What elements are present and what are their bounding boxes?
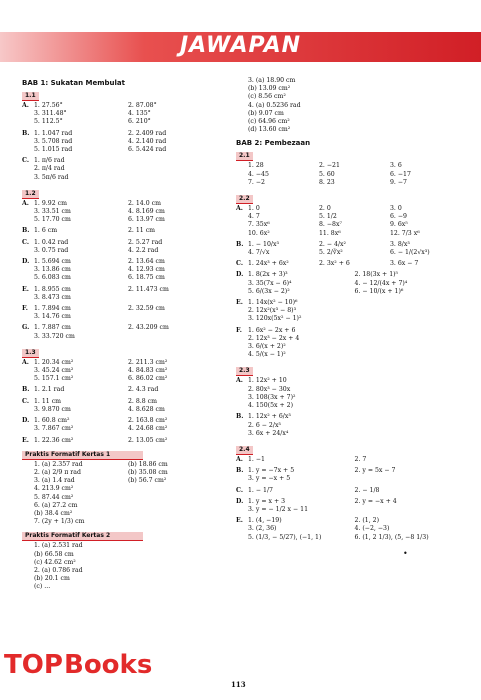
answer-item: 1. 9.92 cm bbox=[34, 199, 67, 207]
section-tag: 2.3 bbox=[236, 367, 253, 376]
answer-item: 10. 6x² bbox=[248, 229, 270, 237]
svg-text:TOP: TOP bbox=[4, 650, 63, 680]
answer-item: 3. (a) 18.90 cm bbox=[248, 77, 296, 84]
answer-item: 4. 7/√x bbox=[248, 249, 270, 257]
answer-item bbox=[128, 519, 222, 525]
answer-item: 2. 7 bbox=[354, 455, 367, 463]
group-label: F. bbox=[22, 305, 28, 313]
section-1-1 bbox=[22, 90, 222, 183]
section-2-4 bbox=[236, 444, 461, 543]
answer-item: 2. π/4 rad bbox=[34, 165, 65, 173]
group-label: C. bbox=[22, 238, 29, 246]
answer-item: 4. 2.140 rad bbox=[128, 137, 167, 145]
answer-item: 1. 1.047 rad bbox=[34, 129, 73, 137]
answer-item: 2. 80x³ − 30x bbox=[248, 385, 291, 393]
answer-item: (c) ... bbox=[34, 583, 51, 591]
answer-item bbox=[128, 314, 222, 320]
answer-item: 11. 8x⁶ bbox=[318, 229, 341, 237]
answer-item: 1. 6 cm bbox=[34, 227, 58, 235]
answer-item: 1. 27.56° bbox=[34, 102, 63, 109]
answer-item: 2. 5.27 rad bbox=[128, 238, 163, 246]
answer-item: 2. 32.59 cm bbox=[128, 305, 165, 313]
section-tag: Praktis Formatif Kertas 2 bbox=[22, 532, 143, 541]
answer-item: 4. 8.628 cm bbox=[128, 405, 165, 413]
answer-item: 4. 213.9 cm² bbox=[34, 485, 74, 493]
topbooks-logo-icon bbox=[2, 645, 157, 685]
answer-item: (b) 66.58 cm bbox=[34, 550, 74, 558]
group-label: D. bbox=[22, 258, 30, 266]
answer-item: 3. 6/(x + 2)² bbox=[248, 343, 286, 351]
answer-item: 4. 12.93 cm bbox=[128, 266, 165, 274]
answer-item bbox=[128, 334, 222, 340]
answer-item: 1. y = −7x + 5 bbox=[248, 467, 295, 475]
answer-item: 8. 23 bbox=[318, 178, 335, 186]
page-number: 113 bbox=[231, 680, 246, 689]
answer-item: 2. y = −x + 4 bbox=[354, 497, 397, 505]
answer-item: 4. 5/(x − 1)² bbox=[248, 351, 286, 359]
answer-item: 2. 12x³ − 2x + 4 bbox=[248, 334, 300, 342]
answer-item: 6. 86.02 cm² bbox=[128, 375, 168, 383]
answer-item: 2. (1, 2) bbox=[354, 517, 380, 525]
answer-item: (b) 18.86 cm bbox=[128, 460, 168, 468]
answer-item bbox=[128, 486, 222, 492]
answer-item: 3. 5π/6 rad bbox=[34, 173, 69, 181]
answer-item: 3. 35(7x − 6)⁴ bbox=[248, 279, 292, 287]
group-label: C. bbox=[22, 397, 29, 405]
answer-item: 5. 87.44 cm² bbox=[34, 493, 74, 501]
group-label: E. bbox=[236, 517, 243, 525]
answer-item: 3. 108(3x + 7)² bbox=[248, 393, 296, 401]
right-column bbox=[236, 78, 461, 548]
section-2-2 bbox=[236, 193, 461, 360]
answer-item: 1. 24x³ + 6x² bbox=[248, 260, 289, 268]
answer-item: 4. −45 bbox=[248, 170, 269, 178]
answer-item: 2. 13.64 cm bbox=[128, 258, 165, 266]
answer-item: 12. 7/3 x⁶ bbox=[389, 229, 420, 237]
answer-item: 1. 5.694 cm bbox=[34, 258, 71, 266]
answer-item: (c) 8.56 cm² bbox=[248, 93, 286, 101]
section-tag: 1.1 bbox=[22, 92, 39, 101]
answer-item: 9. 6x⁵ bbox=[389, 221, 408, 229]
answer-item: 3. 13.86 cm bbox=[34, 266, 71, 274]
answer-item: 3. 5.708 rad bbox=[34, 137, 73, 145]
answer-item: 2. (a) 2/9 π rad bbox=[34, 468, 81, 476]
answer-item: 2. 13.05 cm² bbox=[128, 436, 168, 444]
answer-item: 6. 5.424 rad bbox=[128, 146, 167, 154]
answer-item: (d) 13.60 cm² bbox=[248, 126, 291, 134]
group-label: C. bbox=[22, 157, 29, 165]
answer-item: 3. y = − 1/2 x − 11 bbox=[248, 505, 309, 513]
group-label: D. bbox=[236, 497, 244, 505]
answer-item: 4. 7 bbox=[248, 213, 260, 221]
answer-item bbox=[128, 295, 222, 301]
answer-item: (c) 64.96 cm² bbox=[248, 118, 290, 126]
answer-item: 5. (1/3, − 5/27), (−1, 1) bbox=[248, 533, 322, 541]
answer-item: 1. π/6 rad bbox=[34, 157, 65, 165]
answer-item: 7. 35x⁶ bbox=[248, 221, 270, 229]
answer-item: 5. 6.083 cm bbox=[34, 274, 71, 282]
answer-item: 5. 2/∛x² bbox=[318, 249, 343, 257]
answer-item: 2. 8.8 cm bbox=[128, 397, 158, 405]
answer-item: 2. 18(3x + 1)⁵ bbox=[354, 271, 399, 279]
answer-item: 1. 28 bbox=[248, 162, 264, 170]
group-label: A. bbox=[22, 199, 29, 207]
answer-item bbox=[128, 511, 222, 517]
answer-item: 1. 7.894 cm bbox=[34, 305, 71, 313]
group-label: C. bbox=[236, 260, 243, 268]
answer-item: 4. 84.83 cm² bbox=[128, 367, 168, 375]
answer-item: 5. 6/(3x − 2)² bbox=[248, 287, 290, 295]
answer-item: (c) 42.62 cm² bbox=[34, 558, 76, 566]
answer-item: 1. 6x² − 2x + 6 bbox=[248, 326, 296, 334]
answer-item: 5. 1/2 bbox=[318, 213, 337, 221]
section-tag: 2.2 bbox=[236, 195, 253, 204]
answer-item: 3. 311.48° bbox=[34, 110, 67, 118]
answer-item: 2. y = 5x − 7 bbox=[354, 467, 396, 475]
answer-item bbox=[128, 495, 222, 501]
answer-item: 1. 8.955 cm bbox=[34, 285, 71, 293]
answer-item: 1. 11 cm bbox=[34, 397, 62, 405]
answer-item bbox=[355, 507, 462, 513]
answer-item: 6. (1, 2 1/3), (5, −8 1/3) bbox=[354, 533, 429, 541]
continued-answers bbox=[236, 78, 461, 135]
answer-item: 3. 8/x³ bbox=[389, 240, 410, 248]
answer-item: 5. 157.1 cm² bbox=[34, 375, 74, 383]
answer-item: 7. (2y + 1/3) cm bbox=[34, 518, 85, 526]
answer-item: 2. −21 bbox=[318, 162, 340, 170]
answer-item: 6. 18.75 cm bbox=[128, 274, 165, 282]
group-label: E. bbox=[236, 299, 243, 307]
answer-item bbox=[128, 503, 222, 509]
answer-item: 4. − 12/(4x + 7)⁴ bbox=[354, 279, 408, 287]
group-label: E. bbox=[22, 285, 29, 293]
answer-item: 1. 12x² + 6/x³ bbox=[248, 413, 291, 421]
answer-item: 6. −9 bbox=[389, 213, 407, 221]
answer-item: 3. 9.870 cm bbox=[34, 405, 71, 413]
section-1-3 bbox=[22, 347, 222, 446]
answer-item: 3. 45.24 cm² bbox=[34, 367, 74, 375]
answer-item: 3. 33.51 cm bbox=[34, 208, 71, 216]
answer-item: 1. (a) 2.531 rad bbox=[34, 542, 83, 550]
group-label: D. bbox=[22, 417, 30, 425]
answer-item: 6. 210° bbox=[128, 118, 151, 126]
answer-item: 2. − 1/8 bbox=[354, 486, 380, 494]
answer-item: 5. 112.5° bbox=[34, 118, 63, 126]
answer-item: 9. −7 bbox=[389, 178, 407, 186]
answer-item: 3. 6x + 24/x⁴ bbox=[248, 429, 289, 437]
group-label: B. bbox=[236, 240, 244, 248]
group-label: G. bbox=[22, 324, 30, 332]
answer-item: 1. − 1/7 bbox=[248, 486, 273, 494]
section-tag: 2.1 bbox=[236, 152, 253, 161]
answer-item: 2. 11.473 cm bbox=[128, 285, 169, 293]
answer-item: 1. 20.34 cm² bbox=[34, 358, 74, 366]
answer-item: 2. 163.8 cm² bbox=[128, 417, 168, 425]
group-label: F. bbox=[236, 326, 242, 334]
answer-item: (b) 20.1 cm bbox=[34, 575, 70, 583]
answer-item: 1. 14x(x² − 10)⁶ bbox=[248, 299, 298, 307]
chapter-heading: BAB 1: Sukatan Membulat bbox=[22, 79, 125, 87]
answer-item: 5. 1.015 rad bbox=[34, 146, 73, 154]
page-title: JAWAPAN bbox=[179, 33, 302, 58]
answer-item: 1. 0 bbox=[248, 205, 260, 213]
header-banner bbox=[0, 0, 481, 72]
answer-item: 4. (a) 0.5236 rad bbox=[248, 101, 301, 109]
svg-text:Books: Books bbox=[64, 650, 153, 680]
answer-item: 6. − 10/(x + 1)⁶ bbox=[354, 287, 404, 295]
answer-item: 3. 6x − 7 bbox=[389, 260, 419, 268]
answer-item: 4. (−2, −3) bbox=[354, 525, 390, 533]
answer-item: 4. 24.68 cm² bbox=[128, 425, 168, 433]
answer-item: 6. (a) 27.2 cm bbox=[34, 501, 78, 509]
answer-item: 5. 60 bbox=[318, 170, 335, 178]
group-label: A. bbox=[236, 377, 243, 385]
answer-item: 4. 8.169 cm bbox=[128, 208, 165, 216]
left-column bbox=[22, 78, 222, 598]
answer-item: 1. y = x + 3 bbox=[248, 497, 286, 505]
answer-item: 1. 12x² + 10 bbox=[248, 377, 287, 385]
section-2-3 bbox=[236, 365, 461, 438]
praktis-formatif-kertas-2 bbox=[22, 532, 222, 592]
answer-item: 1. (a) 2.357 rad bbox=[34, 460, 83, 468]
chapter-heading: BAB 2: Pembezaan bbox=[236, 139, 311, 148]
answer-item: 1. −1 bbox=[248, 455, 265, 463]
answer-item: 3. 8.473 cm bbox=[34, 293, 71, 301]
answer-item: (b) 13.09 cm² bbox=[248, 85, 291, 93]
group-label: B. bbox=[22, 227, 30, 235]
answer-item: 2. 87.08° bbox=[128, 102, 157, 109]
group-label: A. bbox=[22, 102, 29, 109]
answer-item: 1. (4, −19) bbox=[248, 517, 282, 525]
group-label: B. bbox=[22, 386, 30, 394]
answer-item: 2. (a) 0.786 rad bbox=[34, 566, 83, 574]
answer-item: 2. 211.3 cm² bbox=[128, 358, 168, 366]
section-tag: 2.4 bbox=[236, 446, 253, 455]
section-tag: 1.3 bbox=[22, 349, 39, 358]
answer-item bbox=[355, 476, 462, 482]
answer-item: 1. 8(2x + 3)³ bbox=[248, 271, 288, 279]
answer-item: 2. 43.209 cm bbox=[128, 324, 169, 332]
answer-item: 2. 4.3 rad bbox=[128, 386, 159, 394]
answer-group bbox=[22, 103, 222, 128]
answer-item: 2. 12x²(x³ − 8)³ bbox=[248, 307, 297, 315]
group-label: B. bbox=[236, 467, 244, 475]
answer-item: 2. 2.409 rad bbox=[128, 129, 167, 137]
bullet-mark: • bbox=[403, 549, 408, 558]
answer-item: 4. 135° bbox=[128, 110, 151, 118]
answer-item: 1. 2.1 rad bbox=[34, 386, 65, 394]
answer-item: 4. 2.2 rad bbox=[128, 246, 159, 254]
answer-item: 2. 14.0 cm bbox=[128, 199, 161, 207]
answer-item: 6. − 1/(2√x³) bbox=[389, 249, 430, 257]
section-2-1 bbox=[236, 150, 461, 188]
answer-group bbox=[22, 158, 222, 183]
answer-item: 3. 0.75 rad bbox=[34, 246, 69, 254]
answer-item: 5. 17.70 cm bbox=[34, 216, 71, 224]
answer-item: 3. (a) 1.4 rad bbox=[34, 477, 75, 485]
answer-item: 8. −8x⁷ bbox=[318, 221, 342, 229]
group-label: A. bbox=[236, 205, 243, 213]
answer-item: 2. 0 bbox=[318, 205, 331, 213]
answer-item: 1. − 10/x³ bbox=[248, 240, 279, 248]
answer-item: 1. 0.42 rad bbox=[34, 238, 69, 246]
answer-item: 2. 3x² + 6 bbox=[318, 260, 350, 268]
answer-item: (b) 35.08 cm bbox=[128, 468, 168, 476]
answer-item: 1. 7.887 cm bbox=[34, 324, 71, 332]
group-label: A. bbox=[22, 358, 29, 366]
answer-item: 3. 33.720 cm bbox=[34, 332, 75, 340]
group-label: D. bbox=[236, 271, 244, 279]
answer-item: 3. 120x(5x² − 1)² bbox=[248, 315, 302, 323]
answer-group bbox=[22, 131, 222, 156]
answer-item: 1. 22.36 cm² bbox=[34, 436, 74, 444]
section-tag: Praktis Formatif Kertas 1 bbox=[22, 451, 143, 460]
praktis-formatif-kertas-1 bbox=[22, 451, 222, 528]
group-label: B. bbox=[22, 129, 30, 137]
answer-item: 6. 13.97 cm bbox=[128, 216, 165, 224]
answer-item: 1. 60.8 cm² bbox=[34, 417, 70, 425]
answer-item: 4. 150(5x + 2) bbox=[248, 402, 293, 410]
answer-item: (b) 56.7 cm² bbox=[128, 477, 167, 485]
answer-item: 2. 11 cm bbox=[128, 227, 156, 235]
answer-item: 2. 6 − 2/x³ bbox=[248, 421, 281, 429]
group-label: B. bbox=[236, 413, 244, 421]
answer-item: 3. (2, 36) bbox=[248, 525, 277, 533]
answer-item: 3. 14.76 cm bbox=[34, 313, 71, 321]
section-1-2 bbox=[22, 188, 222, 342]
answer-item: (b) 38.4 cm² bbox=[34, 509, 73, 517]
group-label: C. bbox=[236, 486, 243, 494]
answer-item: 3. 6 bbox=[389, 162, 402, 170]
answer-item: 7. −2 bbox=[248, 178, 265, 186]
group-label: E. bbox=[22, 436, 29, 444]
answer-item: 3. y = −x + 5 bbox=[248, 475, 291, 483]
answer-item: 6. −17 bbox=[389, 170, 411, 178]
topbooks-logo bbox=[2, 645, 157, 685]
answer-item: (b) 9.07 cm bbox=[248, 109, 284, 117]
section-tag: 1.2 bbox=[22, 190, 39, 199]
answer-item: 3. 7.867 cm² bbox=[34, 425, 74, 433]
answer-item: 3. 0 bbox=[389, 205, 402, 213]
answer-item: 2. − 4/x² bbox=[318, 240, 346, 248]
group-label: A. bbox=[236, 455, 243, 463]
